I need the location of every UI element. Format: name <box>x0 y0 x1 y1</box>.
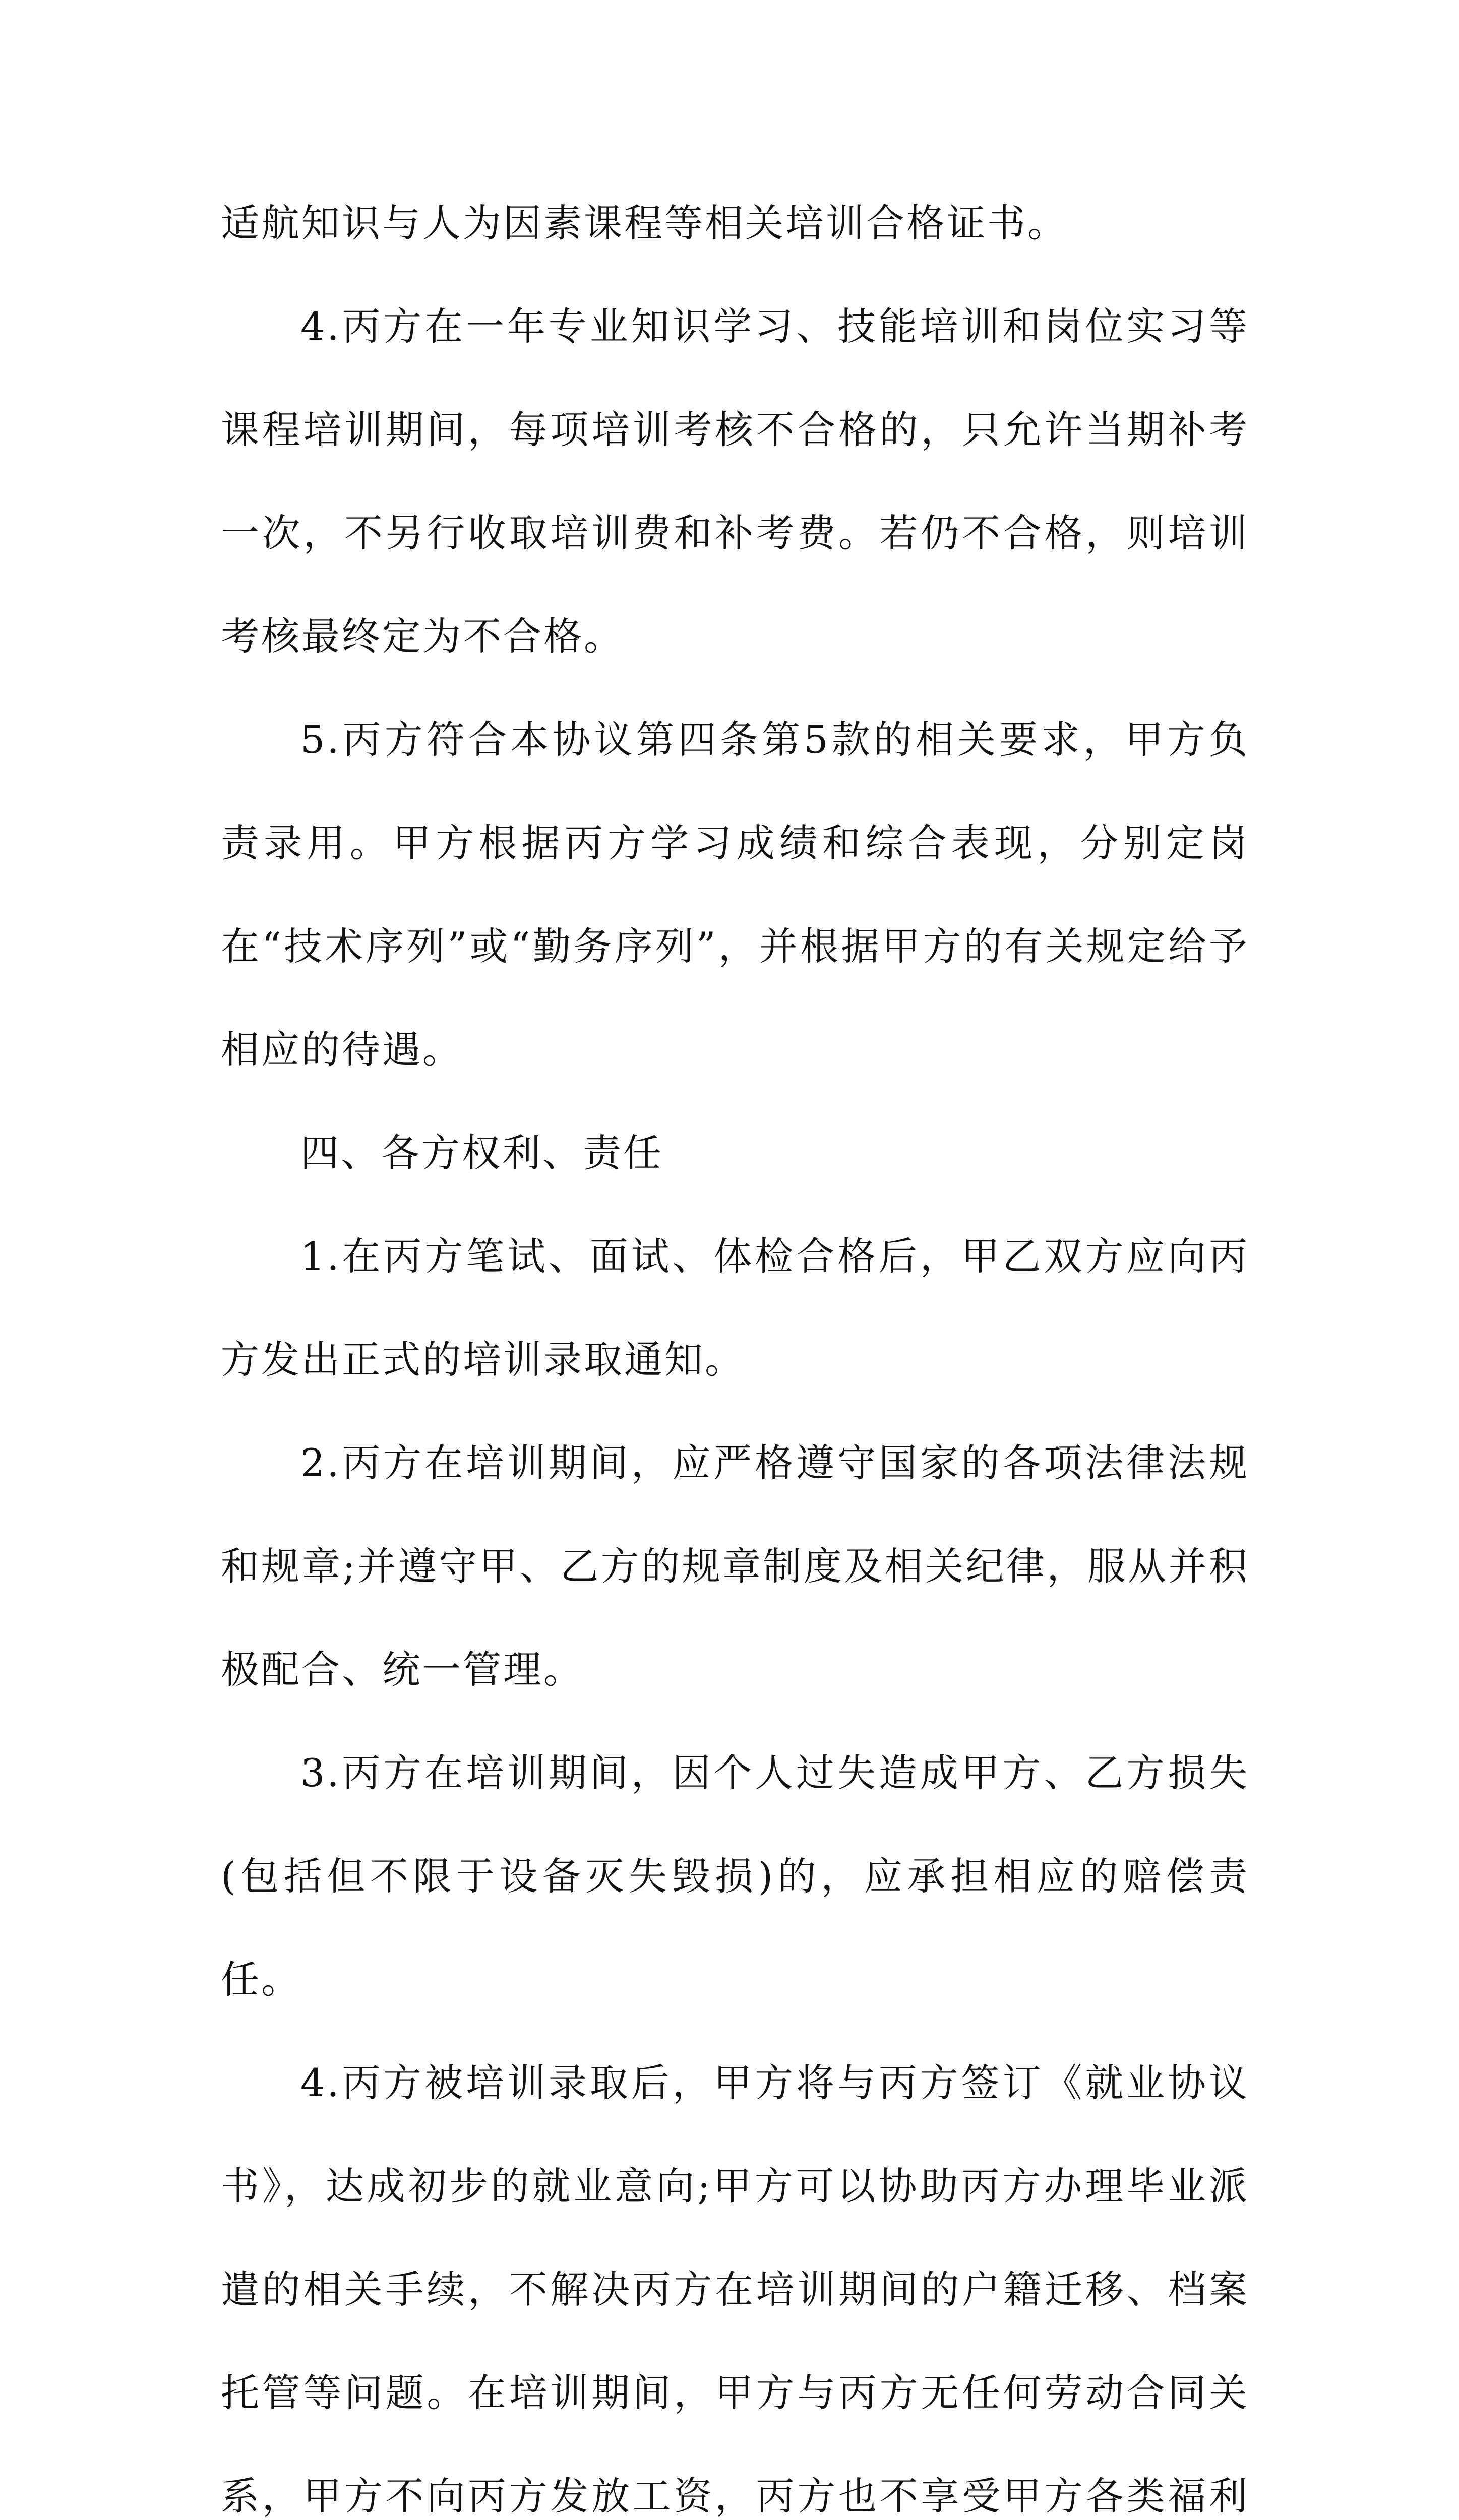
paragraph-2: 4.丙方在一年专业知识学习、技能培训和岗位实习等课程培训期间，每项培训考核不合格的，只允许当期补考一次，不另行收取培训费和补考费。若仍不合格，则培训考核最终定为不合格。 <box>221 304 1249 659</box>
document-body <box>221 171 1249 2520</box>
paragraph-7: 3.丙方在培训期间，因个人过失造成甲方、乙方损失(包括但不限于设备灭失毁损)的，应承担相应的赔偿责任。 <box>221 1750 1249 2002</box>
section-heading: 四、各方权利、责任 <box>300 1130 663 1175</box>
paragraph-8: 4.丙方被培训录取后，甲方将与丙方签订《就业协议书》，达成初步的就业意向;甲方可以协助丙方办理毕业派遣的相关手续，不解决丙方在培训期间的户籍迁移、档案托管等问题。在培训期间，甲方与丙方无任何劳动合同关系，甲方不向丙方发放工资，丙方也不享受甲方各类福利 <box>221 2060 1249 2518</box>
paragraph-1: 适航知识与人为因素课程等相关培训合格证书。 <box>221 201 1068 245</box>
paragraph-5: 1.在丙方笔试、面试、体检合格后，甲乙双方应向丙方发出正式的培训录取通知。 <box>221 1234 1249 1382</box>
paragraph-3: 5.丙方符合本协议第四条第5款的相关要求，甲方负责录用。甲方根据丙方学习成绩和综合表现，分别定岗在“技术序列”或“勤务序列”，并根据甲方的有关规定给予相应的待遇。 <box>221 717 1249 1072</box>
paragraph-6: 2.丙方在培训期间，应严格遵守国家的各项法律法规和规章;并遵守甲、乙方的规章制度及相关纪律，服从并积极配合、统一管理。 <box>221 1440 1249 1692</box>
